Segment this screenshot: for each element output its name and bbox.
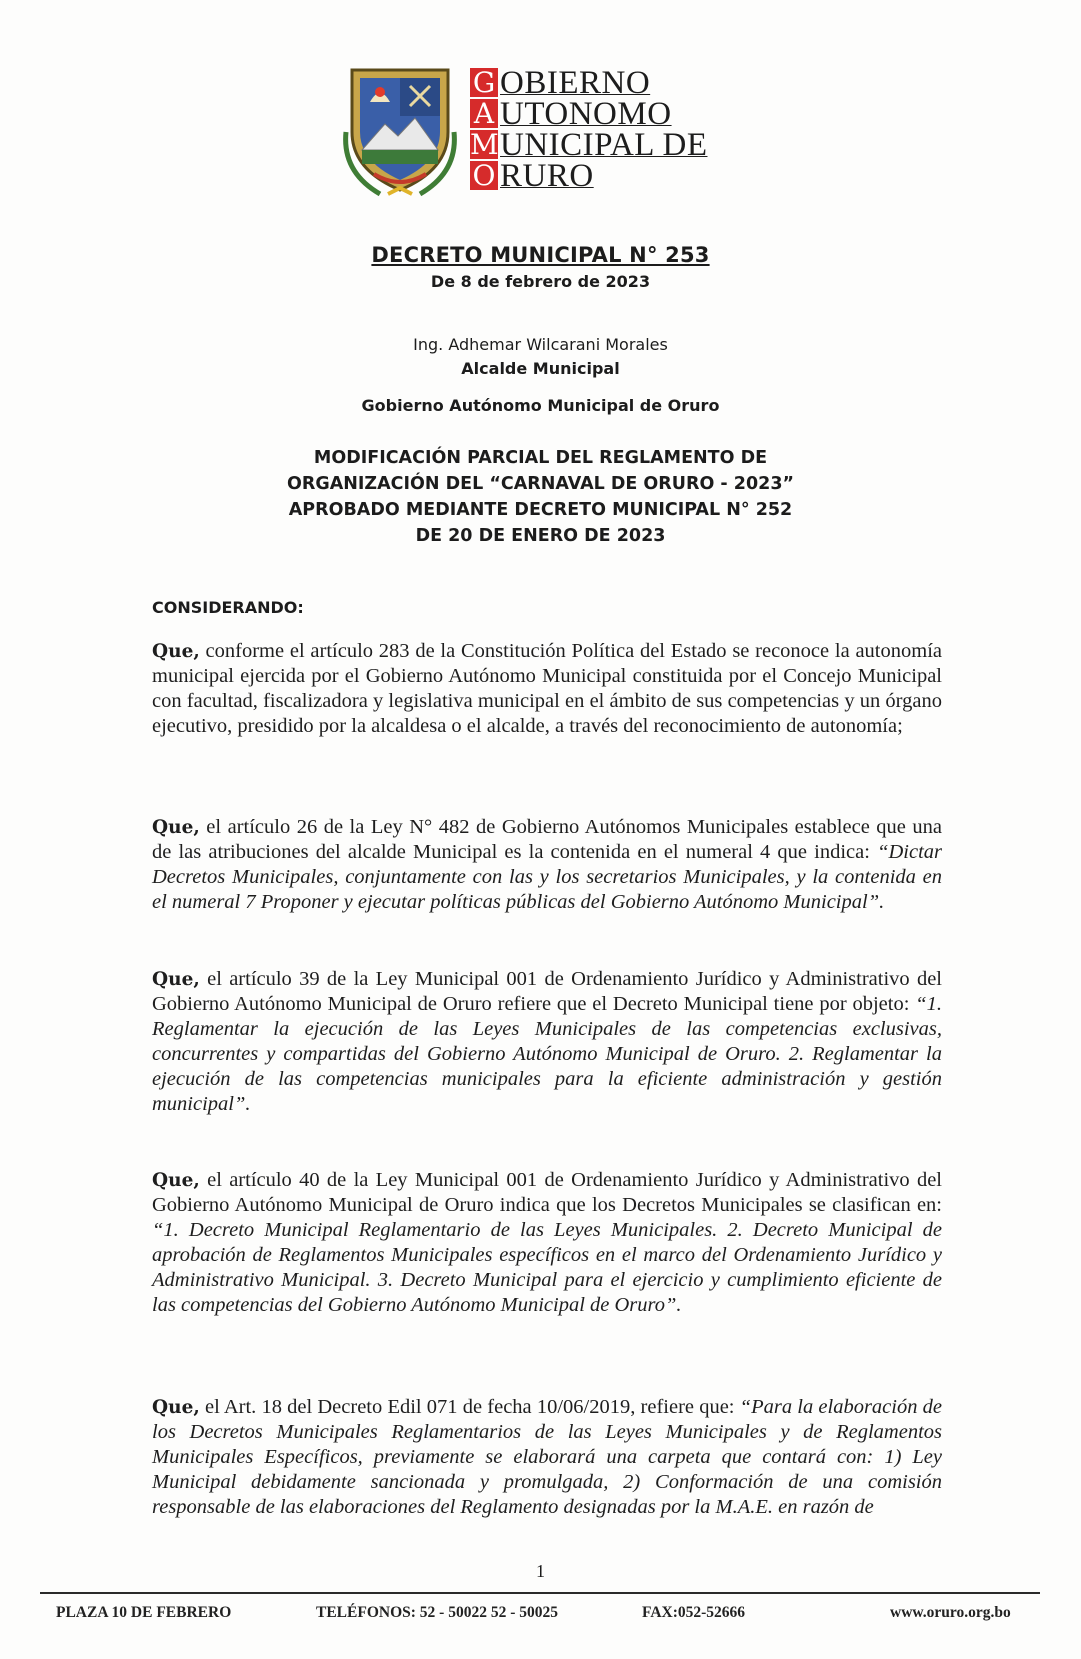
logo-word-oruro: RURO <box>500 158 594 194</box>
paragraph-lead: Que, <box>152 969 200 990</box>
heading-line: MODIFICACIÓN PARCIAL DEL REGLAMENTO DE <box>313 448 768 468</box>
page-number: 1 <box>536 1561 545 1581</box>
logo-word-gobierno: OBIERNO <box>500 65 651 101</box>
decree-heading <box>0 445 1081 549</box>
coat-of-arms-icon <box>340 62 460 202</box>
considerando-label: CONSIDERANDO: <box>152 598 304 617</box>
footer-fax: FAX:052-52666 <box>642 1604 746 1621</box>
signer-role: Alcalde Municipal <box>461 359 620 378</box>
gamo-letter-a: A <box>470 99 498 128</box>
paragraph-lead: Que, <box>152 1170 200 1191</box>
heading-line: DE 20 DE ENERO DE 2023 <box>415 526 666 546</box>
heading-line: ORGANIZACIÓN DEL “CARNAVAL DE ORURO - 2023” <box>287 474 794 494</box>
gamo-letter-o: O <box>470 161 498 190</box>
paragraph-lead: Que, <box>152 817 200 838</box>
paragraph-text: conforme el artículo 283 de la Constitución Política del Estado se reconoce la autonomía municipal ejercida por el Gobierno Autónomo Municipal constituida por el Concejo Municipal con facultad, fiscalizadora y legislativa municipal en el ámbito de sus competencias y un órgano ejecutivo, presidido por la alcaldesa o el alcalde, a través del reconocimiento de autonomía; <box>152 640 942 737</box>
paragraph-4 <box>152 1168 942 1318</box>
paragraph-lead: Que, <box>152 641 200 662</box>
paragraph-quote: “Para la elaboración de los Decretos Municipales Reglamentarios de las Leyes Municipales y de Reglamentos Municipales Específicos, previamente se elaborará una carpeta que contará con: 1) Ley Municipal debidamente sancionada y promulgada, 2) Conformación de una comisión responsable de las elaboraciones del Reglamento designadas por la M.A.E. en razón de <box>152 1396 942 1518</box>
paragraph-text: el artículo 26 de la Ley N° 482 de Gobierno Autónomos Municipales establece que una de las atribuciones del alcalde Municipal es la contenida en el numeral 4 que indica: <box>152 816 942 863</box>
decree-date: De 8 de febrero de 2023 <box>430 272 651 291</box>
paragraph-quote: “1. Decreto Municipal Reglamentario de las Leyes Municipales. 2. Decreto Municipal de aprobación de Reglamentos Municipales específicos en el marco del Ordenamiento Jurídico y Administrativo Municipal. 3. Decreto Municipal para el ejercicio y cumplimiento eficiente de las competencias del Gobierno Autónomo Municipal de Oruro”. <box>152 1219 942 1316</box>
paragraph-5 <box>152 1395 942 1520</box>
decree-title: DECRETO MUNICIPAL N° 253 <box>371 243 710 267</box>
government-name: Gobierno Autónomo Municipal de Oruro <box>361 396 720 415</box>
footer-address: PLAZA 10 DE FEBRERO <box>56 1604 232 1621</box>
paragraph-text: el artículo 40 de la Ley Municipal 001 de Ordenamiento Jurídico y Administrativo del Gobierno Autónomo Municipal de Oruro indica que los Decretos Municipales se clasifican en: <box>152 1169 942 1216</box>
footer-divider <box>40 1592 1040 1594</box>
heading-line: APROBADO MEDIANTE DECRETO MUNICIPAL N° 252 <box>288 500 793 520</box>
paragraph-2 <box>152 815 942 915</box>
paragraph-3 <box>152 967 942 1117</box>
paragraph-quote: “Dictar Decretos Municipales, conjuntamente con las y los secretarios Municipales, y la contenida en el numeral 7 Proponer y ejecutar políticas públicas del Gobierno Autónomo Municipal”. <box>152 841 942 913</box>
signer-name: Ing. Adhemar Wilcarani Morales <box>413 335 668 354</box>
paragraph-text: el Art. 18 del Decreto Edil 071 de fecha 10/06/2019, refiere que: <box>199 1396 740 1418</box>
gamo-letter-m: M <box>470 128 499 161</box>
municipal-logo <box>340 62 760 202</box>
paragraph-quote: “1. Reglamentar la ejecución de las Leyes Municipales de las competencias exclusivas, concurrentes y compartidas del Gobierno Autónomo Municipal de Oruro. 2. Reglamentar la ejecución de las competencias municipales para la eficiente administración y gestión municipal”. <box>152 993 942 1115</box>
logo-word-autonomo: UTONOMO <box>500 96 672 132</box>
paragraph-1 <box>152 639 942 739</box>
paragraph-text: el artículo 39 de la Ley Municipal 001 de Ordenamiento Jurídico y Administrativo del Gobierno Autónomo Municipal de Oruro refiere que el Decreto Municipal tiene por objeto: <box>152 968 942 1015</box>
gamo-letter-g: G <box>470 68 498 97</box>
footer-website-link[interactable]: www.oruro.org.bo <box>890 1604 1011 1621</box>
paragraph-lead: Que, <box>152 1397 200 1418</box>
logo-word-municipal-de: UNICIPAL DE <box>500 127 708 163</box>
gamo-acronym <box>470 68 498 192</box>
footer-phones: TELÉFONOS: 52 - 50022 52 - 50025 <box>316 1604 558 1621</box>
